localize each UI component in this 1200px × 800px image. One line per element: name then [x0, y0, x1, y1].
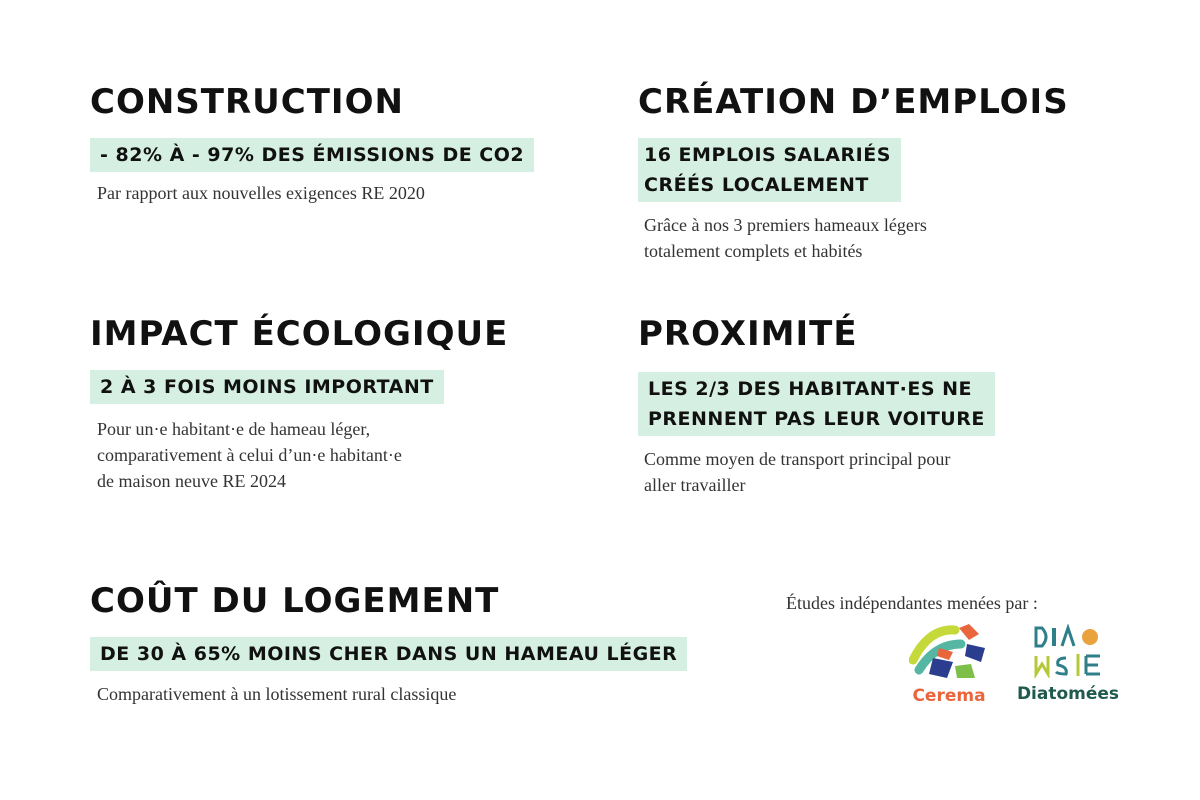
proximite-highlight-line: PRENNENT PAS LEUR VOITURE: [648, 408, 985, 430]
construction-highlight: [90, 138, 534, 172]
proximite-description-line: aller travailler: [644, 475, 746, 495]
emplois-highlight-line: CRÉÉS LOCALEMENT: [644, 174, 869, 196]
cout-title: COÛT DU LOGEMENT: [90, 581, 500, 621]
cerema-logo: [906, 622, 992, 706]
cout-highlight: [90, 637, 687, 671]
construction-description-line: Par rapport aux nouvelles exigences RE 2020: [97, 183, 425, 203]
construction-description: [90, 180, 534, 206]
ecologique-highlight: [90, 370, 444, 404]
proximite-title: PROXIMITÉ: [638, 314, 858, 354]
diatomees-logo-icon: [1028, 624, 1108, 678]
emplois-title: CRÉATION D’EMPLOIS: [638, 82, 1069, 122]
diatomees-logo: [1010, 624, 1126, 704]
ecologique-highlight-line: 2 À 3 FOIS MOINS IMPORTANT: [100, 376, 434, 398]
emplois-description-line: Grâce à nos 3 premiers hameaux légers: [644, 215, 927, 235]
proximite-description: [638, 446, 995, 498]
section-construction: [90, 82, 534, 206]
cerema-logo-name: Cerema: [912, 686, 986, 706]
diatomees-logo-name: Diatomées: [1016, 684, 1120, 704]
section-cout-logement: [90, 581, 687, 707]
ecologique-description-line: Pour un·e habitant·e de hameau léger,: [97, 419, 371, 439]
emplois-highlight-line: 16 EMPLOIS SALARIÉS: [644, 144, 891, 166]
construction-highlight-line: - 82% À - 97% DES ÉMISSIONS DE CO2: [100, 144, 525, 166]
ecologique-description-line: de maison neuve RE 2024: [97, 471, 286, 491]
proximite-highlight: [638, 372, 995, 436]
cout-highlight-line: DE 30 À 65% MOINS CHER DANS UN HAMEAU LÉGER: [100, 643, 678, 665]
emplois-highlight: [638, 138, 901, 202]
proximite-highlight-line: LES 2/3 DES HABITANT·ES NE: [648, 378, 973, 400]
ecologique-title: IMPACT ÉCOLOGIQUE: [90, 314, 509, 354]
cout-description: [90, 681, 687, 707]
emplois-description-line: totalement complets et habités: [644, 241, 863, 261]
ecologique-description-line: comparativement à celui d’un·e habitant·e: [97, 445, 402, 465]
section-emplois: [638, 82, 1069, 264]
construction-title: CONSTRUCTION: [90, 82, 404, 122]
ecologique-description: [90, 416, 508, 494]
cerema-logo-icon: [909, 622, 989, 680]
section-impact-ecologique: [90, 314, 508, 494]
cout-description-line: Comparativement à un lotissement rural classique: [97, 684, 457, 704]
section-proximite: [638, 314, 995, 498]
studies-label: Études indépendantes menées par :: [786, 593, 1038, 613]
emplois-description: [638, 212, 1069, 264]
proximite-description-line: Comme moyen de transport principal pour: [644, 449, 951, 469]
studies-credit: [786, 590, 1038, 616]
